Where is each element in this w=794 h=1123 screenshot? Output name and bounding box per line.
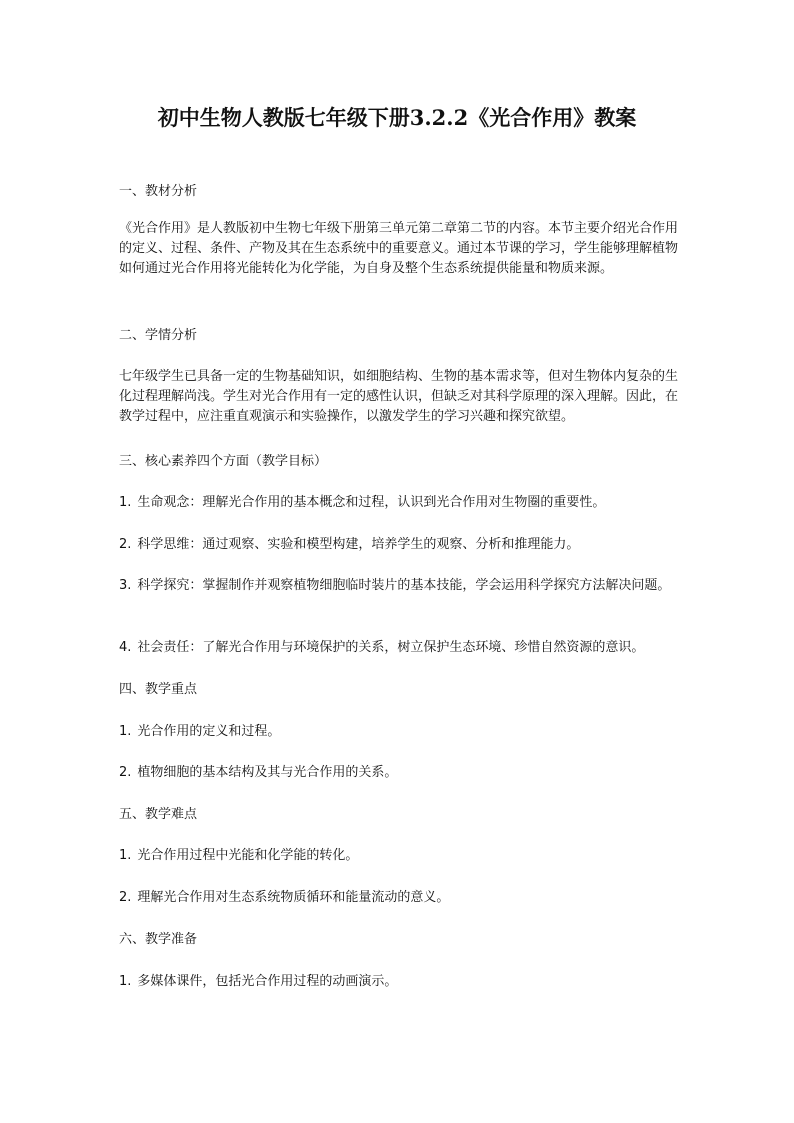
section-heading: 五、教学难点 — [119, 807, 198, 822]
paragraph-textbook-analysis: 《光合作用》是人教版初中生物七年级下册第三单元第二章第二节的内容。本节主要介绍光合作用的定义、过程、条件、产物及其在生态系统中的重要意义。通过本节课的学习，学生能够理解植物如何通过光合作用将光能转化为化学能，为自身及整个生态系统提供能量和物质来源。 — [119, 221, 679, 276]
list-item-number: 2. — [119, 890, 132, 905]
section-heading-student-analysis — [119, 326, 679, 346]
list-item — [119, 576, 679, 596]
list-item — [119, 972, 679, 992]
section-heading: 六、教学准备 — [119, 932, 198, 947]
list-item-text: 植物细胞的基本结构及其与光合作用的关系。 — [137, 765, 398, 780]
list-item-text: 社会责任：了解光合作用与环境保护的关系，树立保护生态环境、珍惜自然资源的意识。 — [137, 640, 645, 655]
list-item — [119, 638, 679, 658]
list-item-number: 1. — [119, 974, 132, 989]
list-item-text: 科学探究：掌握制作并观察植物细胞临时装片的基本技能，学会运用科学探究方法解决问题。 — [137, 578, 671, 593]
section-heading-teaching-preparation — [119, 930, 679, 950]
list-item — [119, 846, 679, 866]
list-item-number: 1. — [119, 495, 132, 510]
list-item-text: 多媒体课件，包括光合作用过程的动画演示。 — [137, 974, 398, 989]
section-heading: 三、核心素养四个方面（教学目标） — [119, 454, 328, 469]
list-item-number: 1. — [119, 724, 132, 739]
list-item — [119, 722, 679, 742]
list-item-number: 2. — [119, 537, 132, 552]
section-heading: 四、教学重点 — [119, 682, 198, 697]
section-heading-teaching-focus — [119, 680, 679, 700]
document-title: 初中生物人教版七年级下册3.2.2《光合作用》教案 — [157, 105, 637, 130]
list-item — [119, 888, 679, 908]
list-item — [119, 763, 679, 783]
list-item-number: 4. — [119, 640, 132, 655]
list-item-text: 光合作用过程中光能和化学能的转化。 — [137, 848, 359, 863]
list-item-number: 1. — [119, 848, 132, 863]
list-item — [119, 493, 679, 513]
list-item-number: 2. — [119, 765, 132, 780]
list-item — [119, 535, 679, 555]
section-heading-core-goals — [119, 452, 679, 472]
list-item-text: 科学思维：通过观察、实验和模型构建，培养学生的观察、分析和推理能力。 — [137, 537, 580, 552]
list-item-text: 理解光合作用对生态系统物质循环和能量流动的意义。 — [137, 890, 450, 905]
list-item-text: 光合作用的定义和过程。 — [137, 724, 281, 739]
list-item-number: 3. — [119, 578, 132, 593]
section-heading: 一、教材分析 — [119, 184, 198, 199]
section-heading-textbook-analysis — [119, 182, 679, 202]
paragraph-student-analysis: 七年级学生已具备一定的生物基础知识，如细胞结构、生物的基本需求等，但对生物体内复杂的生化过程理解尚浅。学生对光合作用有一定的感性认识，但缺乏对其科学原理的深入理解。因此，在教学过程中，应注重直观演示和实验操作，以激发学生的学习兴趣和探究欲望。 — [119, 369, 679, 424]
list-item-text: 生命观念：理解光合作用的基本概念和过程，认识到光合作用对生物圈的重要性。 — [137, 495, 606, 510]
section-heading-teaching-difficulty — [119, 805, 679, 825]
section-heading: 二、学情分析 — [119, 328, 198, 343]
